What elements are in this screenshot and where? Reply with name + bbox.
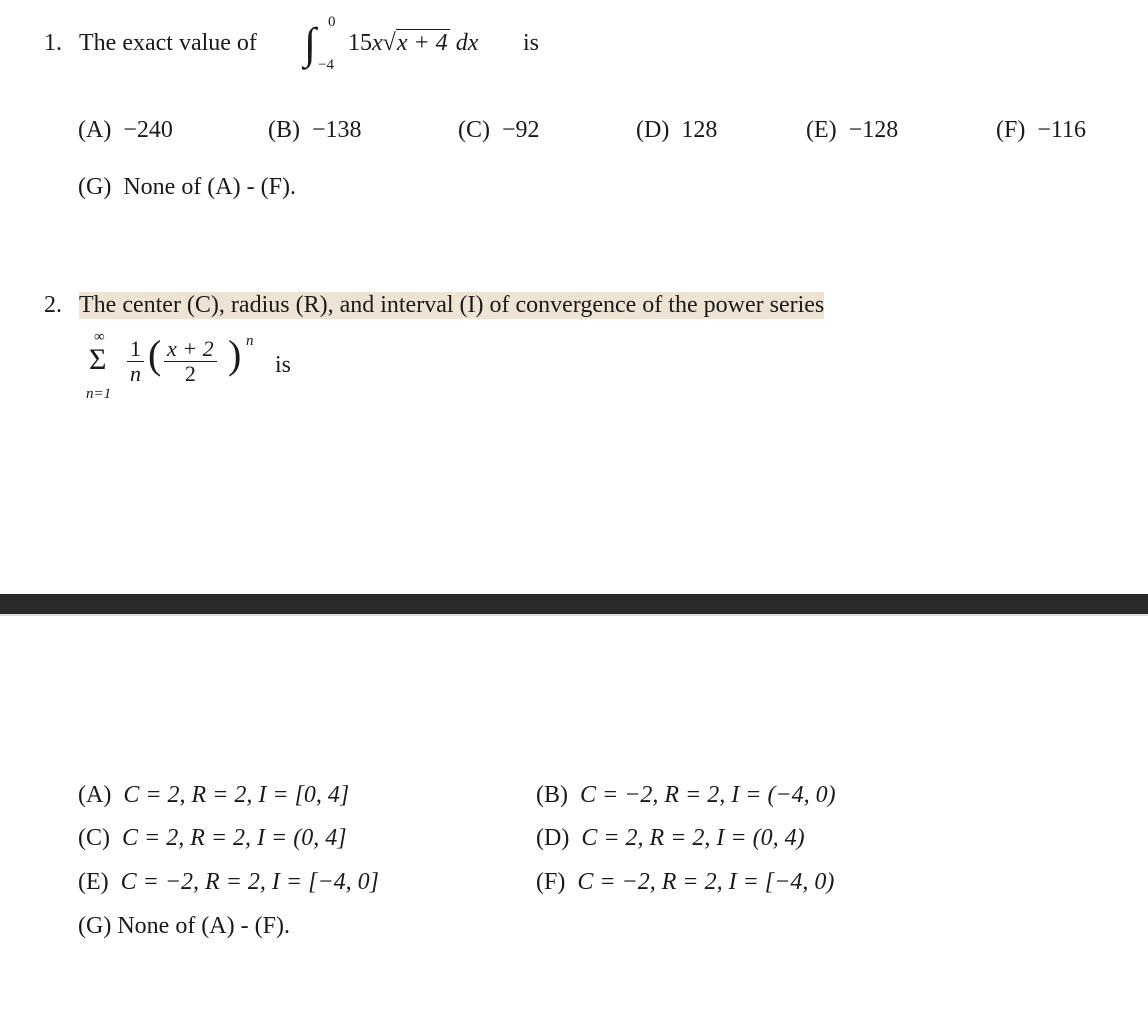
q1-choice-c: (C) −92 (458, 117, 540, 143)
q1-number: 1. (44, 30, 62, 56)
q2-number: 2. (44, 292, 62, 318)
q2-choice-c: (C) C = 2, R = 2, I = (0, 4] (78, 825, 347, 851)
q2-choice-d: (D) C = 2, R = 2, I = (0, 4) (536, 825, 805, 851)
q2-frac2-den: 2 (184, 361, 196, 387)
q1-choice-f: (F) −116 (996, 117, 1086, 143)
q2-choice-e: (E) C = −2, R = 2, I = [−4, 0] (78, 869, 379, 895)
q1-integrand-coef: 15 (348, 30, 372, 56)
q2-exponent: n (246, 333, 254, 349)
q2-frac-1 (127, 337, 144, 386)
q1-suffix: is (523, 30, 540, 56)
q1-choice-e: (E) −128 (806, 117, 899, 143)
q2-frac2-num: x + 2 (164, 337, 217, 362)
page-divider-shadow (0, 614, 1148, 616)
q2-choice-b: (B) C = −2, R = 2, I = (−4, 0) (536, 782, 836, 808)
q2-suffix: is (275, 352, 292, 378)
q1-integrand (348, 30, 478, 57)
page-divider (0, 594, 1148, 614)
q1-choice-d: (D) 128 (636, 117, 718, 143)
q2-sum-lower: n=1 (86, 386, 112, 402)
q1-upper-limit: 0 (328, 14, 336, 30)
q1-choice-g: (G) None of (A) - (F). (78, 174, 296, 200)
q2-choice-f: (F) C = −2, R = 2, I = [−4, 0) (536, 869, 835, 895)
right-paren-icon: ) (228, 332, 242, 377)
q2-stem: The center (C), radius (R), and interval (I) of convergence of the power series (79, 292, 825, 318)
q2-sum-upper: ∞ (94, 329, 105, 345)
q2-choice-g: (G) None of (A) - (F). (78, 913, 290, 939)
sqrt-icon: √x + 4 (382, 30, 448, 56)
sigma-icon: Σ (89, 343, 107, 376)
q1-radicand: x + 4 (396, 30, 448, 56)
q2-frac1-num: 1 (127, 337, 144, 362)
q2-choice-a: (A) C = 2, R = 2, I = [0, 4] (78, 782, 350, 808)
q1-prefix: The exact value of (79, 30, 257, 56)
integral-sign-icon: ∫ (304, 19, 317, 68)
q1-dx: dx (455, 30, 479, 56)
q1-integrand-var: x (372, 30, 383, 56)
q1-choice-a: (A) −240 (78, 117, 173, 143)
q1-choice-b: (B) −138 (268, 117, 362, 143)
left-paren-icon: ( (148, 332, 162, 377)
q2-frac1-den: n (130, 361, 141, 387)
q2-frac-2 (164, 337, 217, 386)
q1-lower-limit: −4 (318, 57, 334, 73)
